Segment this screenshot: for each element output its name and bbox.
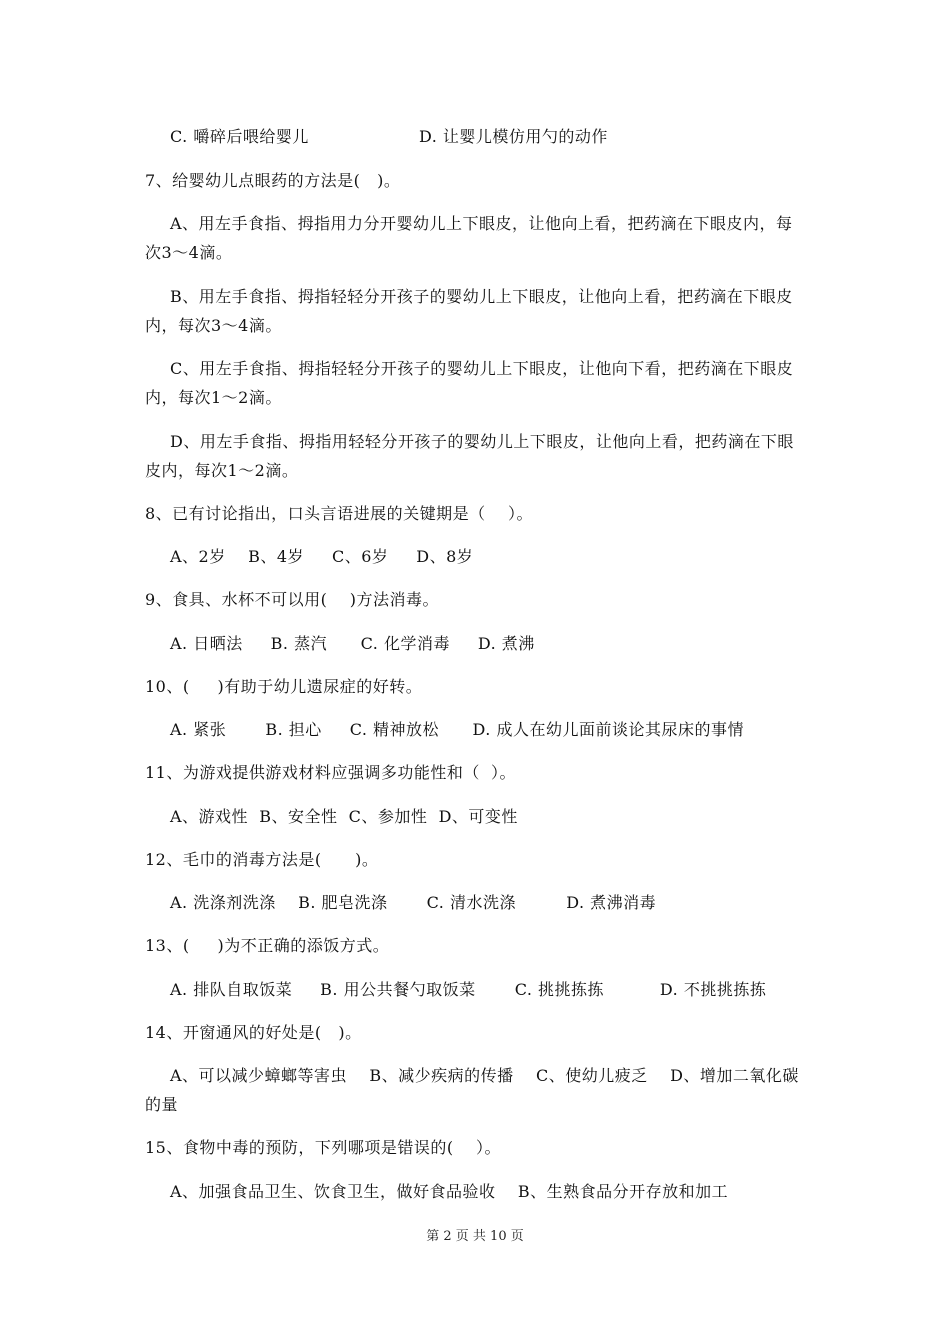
- q7-option-b: B、用左手食指、拇指轻轻分开孩子的婴幼儿上下眼皮，让他向上看，把药滴在下眼皮: [170, 287, 793, 306]
- q7-option-a: A、用左手食指、拇指用力分开婴幼儿上下眼皮，让他向上看，把药滴在下眼皮内，每: [170, 214, 793, 233]
- question-15: 15、食物中毒的预防，下列哪项是错误的( ）。: [145, 1138, 501, 1157]
- question-12: 12、毛巾的消毒方法是( )。: [145, 850, 379, 869]
- question-9: 9、食具、水杯不可以用( )方法消毒。: [145, 590, 440, 609]
- q6-option-c: C. 嚼碎后喂给婴儿: [170, 127, 309, 146]
- q7-option-c-cont: 内，每次1～2滴。: [145, 388, 282, 407]
- q14-options: A、可以减少蟑螂等害虫 B、减少疾病的传播 C、使幼儿疲乏 D、增加二氧化碳: [170, 1066, 799, 1085]
- question-11: 11、为游戏提供游戏材料应强调多功能性和（ ）。: [145, 763, 517, 782]
- question-8: 8、已有讨论指出，口头言语进展的关键期是（ ）。: [145, 504, 534, 523]
- question-7: 7、给婴幼儿点眼药的方法是( )。: [145, 171, 401, 190]
- q9-options: A. 日晒法 B. 蒸汽 C. 化学消毒 D. 煮沸: [170, 634, 535, 653]
- q15-options: A、加强食品卫生、饮食卫生，做好食品验收 B、生熟食品分开存放和加工: [170, 1182, 729, 1201]
- q7-option-a-cont: 次3～4滴。: [145, 243, 233, 262]
- q7-option-b-cont: 内，每次3～4滴。: [145, 316, 282, 335]
- question-13: 13、( )为不正确的添饭方式。: [145, 936, 390, 955]
- q11-options: A、游戏性 B、安全性 C、参加性 D、可变性: [170, 807, 518, 826]
- question-10: 10、( )有助于幼儿遗尿症的好转。: [145, 677, 423, 696]
- q14-options-cont: 的量: [145, 1095, 179, 1114]
- q8-options: A、2岁 B、4岁 C、6岁 D、8岁: [170, 547, 474, 566]
- q7-option-c: C、用左手食指、拇指轻轻分开孩子的婴幼儿上下眼皮，让他向下看，把药滴在下眼皮: [170, 359, 794, 378]
- q10-options: A. 紧张 B. 担心 C. 精神放松 D. 成人在幼儿面前谈论其尿床的事情: [170, 720, 744, 739]
- q12-options: A. 洗涤剂洗涤 B. 肥皂洗涤 C. 清水洗涤 D. 煮沸消毒: [170, 893, 657, 912]
- q13-options: A. 排队自取饭菜 B. 用公共餐勺取饭菜 C. 挑挑拣拣 D. 不挑挑拣拣: [170, 980, 767, 999]
- question-14: 14、开窗通风的好处是( )。: [145, 1023, 362, 1042]
- q7-option-d-cont: 皮内，每次1～2滴。: [145, 461, 299, 480]
- q6-option-d: D. 让婴儿模仿用勺的动作: [419, 127, 608, 146]
- page-footer: 第 2 页 共 10 页: [426, 1229, 524, 1244]
- q7-option-d: D、用左手食指、拇指用轻轻分开孩子的婴幼儿上下眼皮，让他向上看，把药滴在下眼: [170, 432, 794, 451]
